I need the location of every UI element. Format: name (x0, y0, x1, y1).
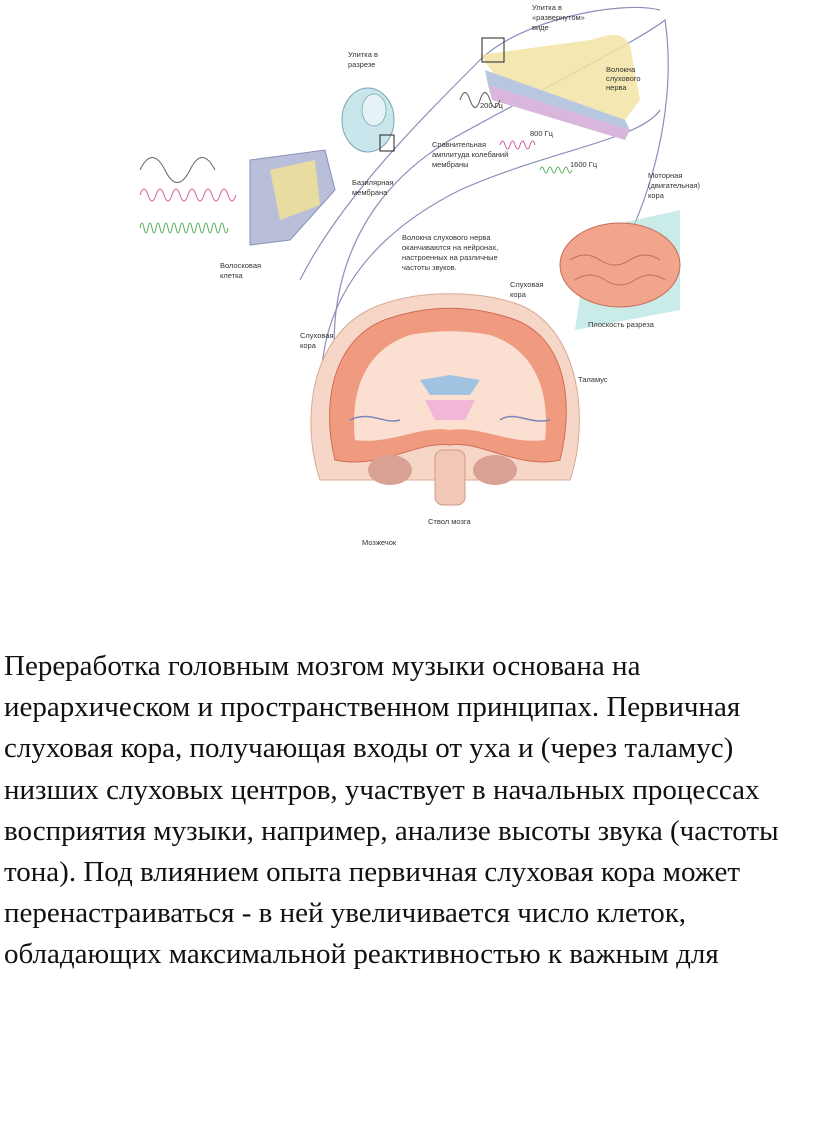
label-brainstem: Ствол мозга (428, 517, 471, 526)
label-cochlea-unrolled-3: виде (532, 23, 549, 32)
cochlea-section (342, 50, 394, 152)
label-cochlea-unrolled-2: «развернутом» (532, 13, 585, 22)
label-section-plane: Плоскость разреза (588, 320, 654, 329)
label-auditory-cortex-2: кора (300, 341, 316, 350)
hair-cell-illustration (220, 150, 394, 280)
label-cochlea-section: Улитка в (348, 50, 378, 59)
label-fibers-end-2: оканчиваются на нейронах, (402, 243, 499, 252)
label-nerve-fibers-3: нерва (606, 83, 627, 92)
label-hair-cell: Волосковая (220, 261, 262, 270)
label-amplitude-2: амплитуда колебаний (432, 150, 509, 159)
side-brain (510, 171, 701, 330)
label-fibers-end-4: частоты звуков. (402, 263, 457, 272)
label-cochlea-section-2: разрезе (348, 60, 376, 69)
label-thalamus: Таламус (578, 375, 608, 384)
label-fibers-end-3: настроенных на различные (402, 253, 498, 262)
label-motor-cortex-2: (двигательная) (648, 181, 701, 190)
coronal-brain-section (300, 294, 608, 547)
label-200hz: 200 Гц (480, 101, 503, 110)
label-auditory-cortex-side: Слуховая (510, 280, 544, 289)
label-800hz: 800 Гц (530, 129, 553, 138)
label-auditory-cortex-side-2: кора (510, 290, 526, 299)
auditory-pathway-figure (120, 0, 720, 560)
label-motor-cortex-3: кора (648, 191, 664, 200)
label-basilar: Базилярная (352, 178, 394, 187)
label-nerve-fibers: Волокна (606, 65, 636, 74)
label-basilar-2: мембрана (352, 188, 388, 197)
label-fibers-end: Волокна слухового нерва (402, 233, 491, 242)
label-nerve-fibers-2: слухового (606, 74, 641, 83)
label-cerebellum: Мозжечок (362, 538, 397, 547)
body-paragraph: Переработка головным мозгом музыки основана на иерархическом и пространственном принципах. Первичная слуховая кора, получающая входы от уха и (через таламус) низших слуховых центров, участвует в начальных процессах восприятия музыки, например, анализе высоты звука (частоты тона). Под влиянием опыта первичная слуховая кора может перенастраиваться - в ней увеличивается число клеток, обладающих максимальной реактивностью к важным для (4, 650, 779, 971)
sound-waves (140, 158, 236, 234)
label-motor-cortex: Моторная (648, 171, 683, 180)
label-auditory-cortex: Слуховая (300, 331, 334, 340)
label-hair-cell-2: клетка (220, 271, 243, 280)
label-amplitude: Сравнительная (432, 140, 487, 149)
unrolled-cochlea (480, 3, 641, 140)
label-cochlea-unrolled: Улитка в (532, 3, 562, 12)
label-1600hz: 1600 Гц (570, 160, 598, 169)
label-amplitude-3: мембраны (432, 160, 469, 169)
